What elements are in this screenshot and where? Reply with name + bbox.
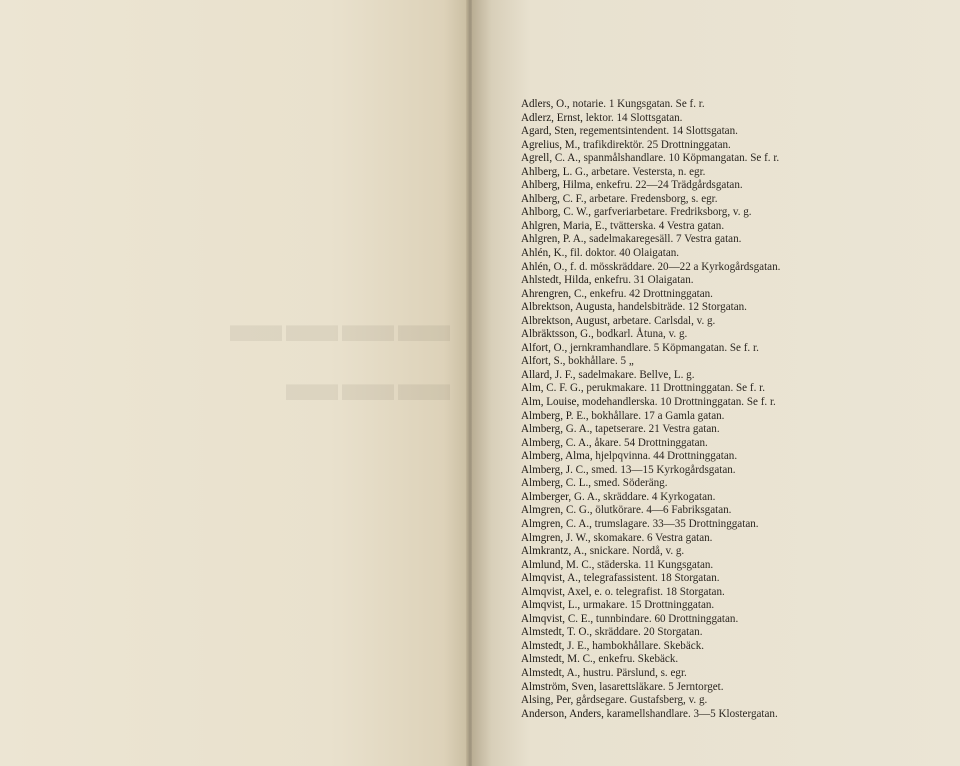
entry-detail: bokhållare. 17 a Gamla gatan. xyxy=(591,409,725,422)
entry-detail: sadelmakare. Bellve, L. g. xyxy=(578,368,695,381)
entry-detail: f. d. mösskräddare. 20—22 a Kyrkogårdsgatan. xyxy=(570,260,781,273)
entry-detail: lektor. 14 Slottsgatan. xyxy=(585,111,683,124)
entry-detail: arbetare. Fredensborg, s. egr. xyxy=(589,192,718,205)
entry-detail: hustru. Pärslund, s. egr. xyxy=(582,666,687,679)
entry-detail: hjelpqvinna. 44 Drottninggatan. xyxy=(595,450,738,463)
entry-detail: bokhållare. 5 „ xyxy=(568,355,634,368)
entry-name: Alfort, S., xyxy=(521,355,566,368)
entry-detail: garfveriarbetare. Fredriksborg, v. g. xyxy=(593,206,752,219)
entry-detail: tvätterska. 4 Vestra gatan. xyxy=(610,219,725,232)
entry-name: Almberg, P. E., xyxy=(521,409,589,422)
entry-name: Ahlstedt, Hilda, xyxy=(521,274,592,287)
entry-name: Almstedt, J. E., xyxy=(521,639,590,652)
entry-name: Almberg, C. L., xyxy=(521,477,592,490)
entry-name: Ahlborg, C. W., xyxy=(521,206,592,219)
directory-entry xyxy=(521,328,951,342)
directory-entry xyxy=(521,532,951,546)
entry-detail: skräddare. 4 Kyrkogatan. xyxy=(603,490,716,503)
entry-name: Almkrantz, A., xyxy=(521,545,587,558)
entry-detail: e. o. telegrafist. 18 Storgatan. xyxy=(594,585,725,598)
entry-detail: enkefru. 42 Drottninggatan. xyxy=(589,287,713,300)
entry-name: Almberg, C. A., xyxy=(521,436,592,449)
entry-name: Ahlberg, C. F., xyxy=(521,192,587,205)
directory-entry xyxy=(521,423,951,437)
entry-detail: lasarettsläkare. 5 Jerntorget. xyxy=(599,680,724,693)
directory-entry xyxy=(521,477,951,491)
directory-entry xyxy=(521,504,951,518)
entry-name: Ahlén, O., xyxy=(521,260,568,273)
entry-detail: bodkarl. Åtuna, v. g. xyxy=(596,328,688,341)
directory-entry xyxy=(521,355,951,369)
directory-entry xyxy=(521,599,951,613)
entry-name: Agrell, C. A., xyxy=(521,152,581,165)
directory-entry-list xyxy=(521,98,951,721)
directory-entry xyxy=(521,667,951,681)
directory-entry xyxy=(521,315,951,329)
directory-entry xyxy=(521,193,951,207)
directory-entry xyxy=(521,220,951,234)
directory-entry xyxy=(521,559,951,573)
entry-detail: skomakare. 6 Vestra gatan. xyxy=(593,531,713,544)
entry-name: Ahlgren, P. A., xyxy=(521,233,587,246)
entry-detail: trumslagare. 33—35 Drottninggatan. xyxy=(594,517,759,530)
directory-entry xyxy=(521,233,951,247)
directory-entry xyxy=(521,572,951,586)
entry-detail: trafikdirektör. 25 Drottninggatan. xyxy=(582,138,731,151)
entry-detail: jernkramhandlare. 5 Köpmangatan. Se f. r. xyxy=(570,341,759,354)
entry-detail: arbetare. Carlsdal, v. g. xyxy=(612,314,716,327)
directory-entry xyxy=(521,545,951,559)
entry-detail: karamellshandlare. 3—5 Klostergatan. xyxy=(606,707,778,720)
entry-name: Anderson, Anders, xyxy=(521,707,604,720)
entry-name: Agard, Sten, xyxy=(521,125,577,138)
entry-detail: skräddare. 20 Storgatan. xyxy=(594,626,703,639)
directory-entry xyxy=(521,247,951,261)
entry-name: Alfort, O., xyxy=(521,341,568,354)
entry-name: Ahlberg, L. G., xyxy=(521,165,589,178)
entry-detail: tapetserare. 21 Vestra gatan. xyxy=(595,423,720,436)
entry-name: Almberg, Alma, xyxy=(521,450,593,463)
directory-entry xyxy=(521,98,951,112)
entry-name: Adlerz, Ernst, xyxy=(521,111,583,124)
directory-entry xyxy=(521,437,951,451)
directory-entry xyxy=(521,206,951,220)
entry-detail: enkefru. 22—24 Trädgårdsgatan. xyxy=(595,179,743,192)
directory-entry xyxy=(521,261,951,275)
entry-name: Almgren, C. G., xyxy=(521,504,593,517)
entry-detail: telegrafassistent. 18 Storgatan. xyxy=(583,572,720,585)
directory-entry xyxy=(521,369,951,383)
entry-detail: enkefru. 31 Olaigatan. xyxy=(594,274,694,287)
left-page xyxy=(0,0,472,766)
entry-detail: sadelmakaregesäll. 7 Vestra gatan. xyxy=(589,233,742,246)
directory-entry xyxy=(521,626,951,640)
directory-entry xyxy=(521,586,951,600)
entry-name: Ahlberg, Hilma, xyxy=(521,179,594,192)
entry-name: Almqvist, Axel, xyxy=(521,585,592,598)
directory-entry xyxy=(521,450,951,464)
entry-name: Adlers, O., xyxy=(521,98,570,110)
entry-name: Almqvist, A., xyxy=(521,572,581,585)
directory-entry xyxy=(521,179,951,193)
entry-name: Ahlén, K., xyxy=(521,247,568,260)
directory-entry xyxy=(521,166,951,180)
entry-name: Allard, J. F., xyxy=(521,368,576,381)
entry-name: Almberger, G. A., xyxy=(521,490,601,503)
entry-detail: gårdsegare. Gustafsberg, v. g. xyxy=(576,694,708,707)
entry-name: Albrektson, August, xyxy=(521,314,611,327)
directory-entry xyxy=(521,342,951,356)
entry-detail: fil. doktor. 40 Olaigatan. xyxy=(570,247,680,260)
entry-name: Almstedt, M. C., xyxy=(521,653,596,666)
entry-detail: åkare. 54 Drottninggatan. xyxy=(594,436,708,449)
entry-name: Albrektson, Augusta, xyxy=(521,301,615,314)
entry-detail: spanmålshandlare. 10 Köpmangatan. Se f. r. xyxy=(583,152,780,165)
directory-entry xyxy=(521,653,951,667)
entry-name: Almgren, C. A., xyxy=(521,517,592,530)
directory-entry xyxy=(521,640,951,654)
directory-entry xyxy=(521,125,951,139)
entry-name: Ahlgren, Maria, E., xyxy=(521,219,608,232)
entry-detail: handelsbiträde. 12 Storgatan. xyxy=(617,301,747,314)
bleed-through-heading: ▬▬▬▬ ▬▬▬ xyxy=(226,296,450,412)
entry-detail: snickare. Nordå, v. g. xyxy=(589,545,685,558)
directory-entry xyxy=(521,708,951,722)
directory-entry xyxy=(521,152,951,166)
entry-name: Albräktsson, G., xyxy=(521,328,594,341)
entry-detail: städerska. 11 Kungsgatan. xyxy=(597,558,714,571)
directory-entry xyxy=(521,139,951,153)
directory-entry xyxy=(521,382,951,396)
directory-entry xyxy=(521,112,951,126)
entry-detail: enkefru. Skebäck. xyxy=(598,653,679,666)
directory-entry xyxy=(521,491,951,505)
directory-entry xyxy=(521,694,951,708)
entry-name: Almqvist, C. E., xyxy=(521,612,594,625)
entry-name: Alm, Louise, xyxy=(521,396,580,409)
entry-name: Almstedt, A., xyxy=(521,666,581,679)
entry-detail: smed. 13—15 Kyrkogårdsgatan. xyxy=(591,463,736,476)
entry-name: Alsing, Per, xyxy=(521,694,574,707)
entry-name: Almberg, J. C., xyxy=(521,463,589,476)
entry-detail: ölutkörare. 4—6 Fabriksgatan. xyxy=(595,504,732,517)
entry-name: Ahrengren, C., xyxy=(521,287,587,300)
entry-name: Agrelius, M., xyxy=(521,138,581,151)
entry-name: Almberg, G. A., xyxy=(521,423,593,436)
directory-entry xyxy=(521,681,951,695)
directory-entry xyxy=(521,396,951,410)
entry-detail: notarie. 1 Kungsgatan. Se f. r. xyxy=(572,98,705,110)
entry-detail: hambokhållare. Skebäck. xyxy=(592,639,705,652)
directory-entry xyxy=(521,301,951,315)
entry-name: Alm, C. F. G., xyxy=(521,382,584,395)
entry-name: Almlund, M. C., xyxy=(521,558,595,571)
directory-entry xyxy=(521,613,951,627)
directory-entry xyxy=(521,274,951,288)
bleed-through-text xyxy=(120,95,450,695)
entry-detail: arbetare. Vestersta, n. egr. xyxy=(591,165,706,178)
entry-name: Almström, Sven, xyxy=(521,680,597,693)
entry-name: Almgren, J. W., xyxy=(521,531,591,544)
directory-entry xyxy=(521,288,951,302)
entry-detail: regementsintendent. 14 Slottsgatan. xyxy=(579,125,738,138)
entry-detail: perukmakare. 11 Drottninggatan. Se f. r. xyxy=(586,382,765,395)
entry-detail: tunnbindare. 60 Drottninggatan. xyxy=(595,612,739,625)
entry-detail: modehandlerska. 10 Drottninggatan. Se f. r. xyxy=(582,396,776,409)
directory-entry xyxy=(521,410,951,424)
entry-name: Almqvist, L., xyxy=(521,599,581,612)
directory-entry xyxy=(521,464,951,478)
entry-detail: smed. Söderäng. xyxy=(593,477,668,490)
entry-name: Almstedt, T. O., xyxy=(521,626,593,639)
entry-detail: urmakare. 15 Drottninggatan. xyxy=(582,599,715,612)
directory-entry xyxy=(521,518,951,532)
